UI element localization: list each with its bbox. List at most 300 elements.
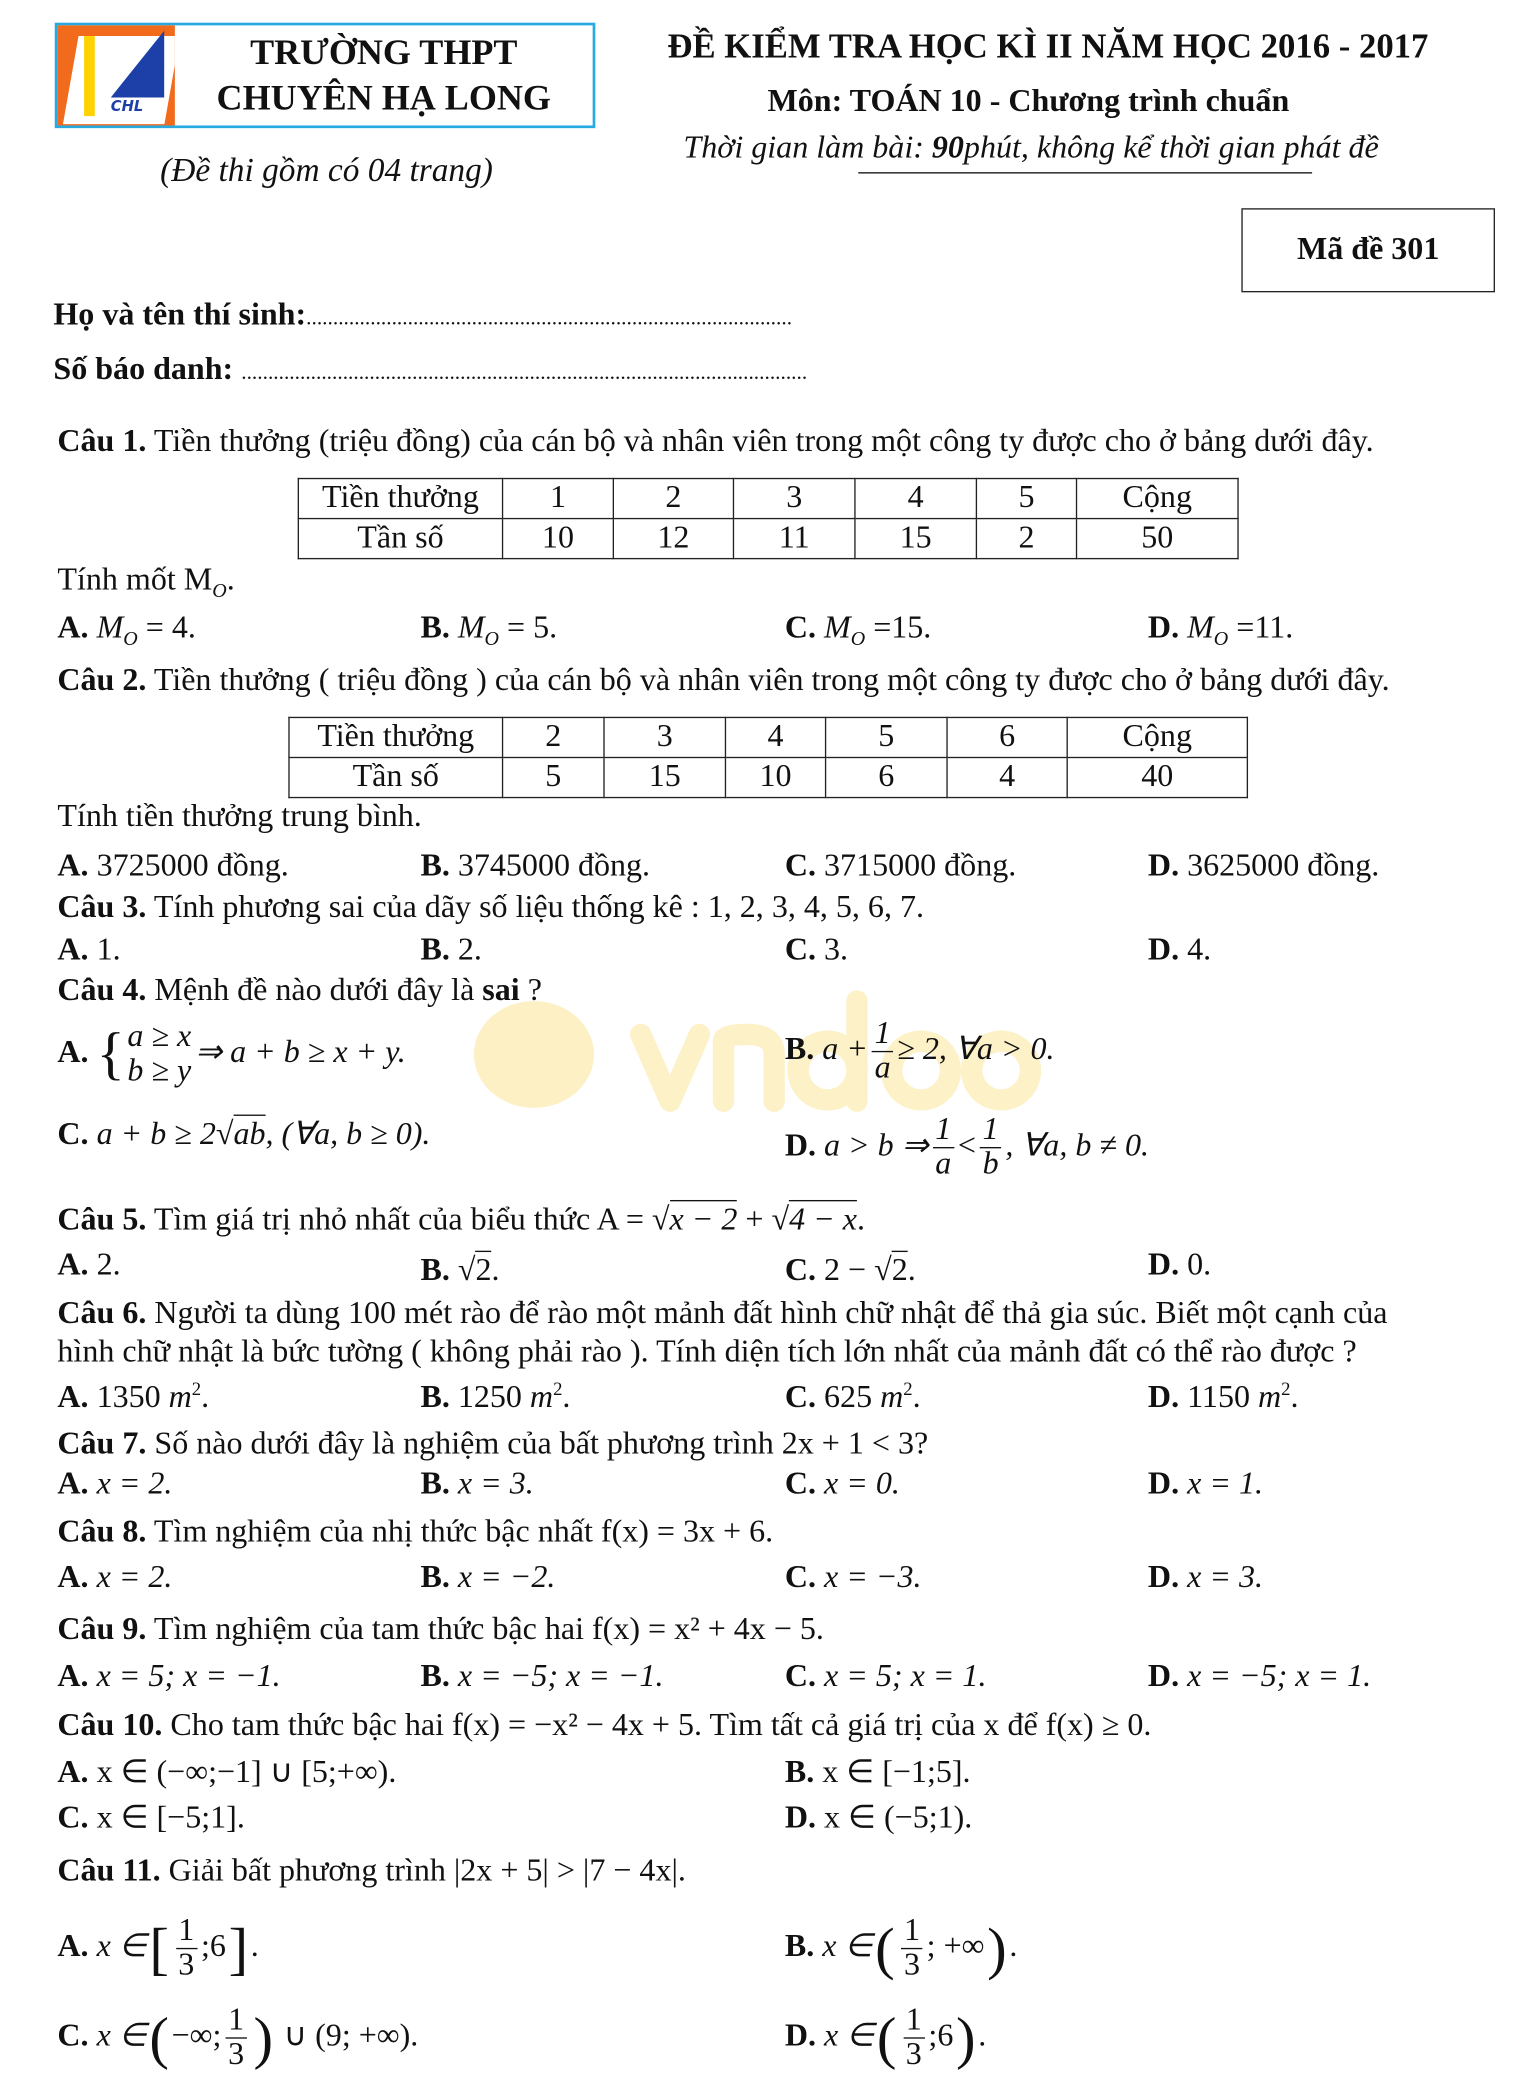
table-cell: Cộng [1077,479,1239,519]
option-label: B. [784,1032,815,1068]
option-label: A. [57,610,89,646]
fraction [980,1114,1001,1183]
answer-option[interactable] [57,1019,405,1089]
answer-option[interactable] [1148,1468,1263,1500]
answer-option[interactable] [785,612,931,650]
question-11 [57,1855,686,1887]
question-2-prompt: Tính tiền thưởng trung bình. [57,799,422,835]
option-label: B. [420,933,450,968]
option-text: x = 3. [1187,1560,1263,1596]
answer-option[interactable]: C. 2 − √2. [785,1255,916,1287]
option-unit: m [529,1380,554,1415]
option-rest: =11. [1228,610,1294,646]
question-1-prompt [57,564,234,602]
fraction [872,1018,893,1087]
interval-end: ;6 [928,2018,954,2054]
fraction [901,1915,922,1984]
option-text: 3. [824,933,849,968]
option-rest: ≥ 2, ∀a > 0. [897,1032,1055,1068]
bracket: ( [149,2004,169,2071]
table-cell: 6 [826,757,947,797]
option-rest: . [907,1253,916,1289]
name-dots: ........................................................................................... [306,307,793,330]
option-label: A. [57,1659,89,1694]
option-label: B. [784,1755,815,1790]
question-end: ? [519,973,542,1008]
answer-option[interactable] [57,1562,172,1594]
option-text: x = 3. [457,1466,534,1502]
option-label: D. [1147,1659,1180,1694]
option-label: A. [57,1755,89,1790]
option-label: C. [784,1560,817,1596]
answer-option[interactable] [57,1915,258,1984]
answer-option[interactable] [785,1915,1018,1984]
option-text: M [824,610,851,646]
answer-option[interactable] [420,850,650,882]
question-label: Câu 11. [57,1854,161,1889]
option-text: 3715000 đồng. [824,848,1017,884]
question-7 [57,1428,928,1460]
option-label: B. [420,1659,450,1694]
table-cell: 4 [947,757,1067,797]
option-text: 2 − [824,1253,875,1289]
interval-end: ; +∞ [926,1929,985,1965]
option-label: D. [1147,933,1180,968]
option-label: D. [1147,1466,1180,1502]
fraction [933,1114,954,1183]
bracket: ( [875,1915,895,1981]
question-label: Câu 4. [57,973,147,1008]
option-text: x ∈ (−5;1). [824,1800,973,1836]
option-text: x = −5; x = −1. [457,1659,664,1694]
option-label: B. [420,848,450,884]
option-sub: O [850,629,866,651]
option-unit: m [1257,1380,1282,1415]
question-end: . [856,1202,865,1238]
question-label: Câu 3. [57,890,147,926]
option-label: A. [57,1466,89,1502]
interval-end: ;6 [200,1929,226,1965]
option-sup: 2 [553,1380,563,1401]
fraction [176,1915,197,1984]
sqrt-content: 4 − x [789,1200,857,1237]
option-text: 1. [96,933,121,968]
question-text: Mệnh đề nào dưới đây là [154,973,483,1008]
answer-option[interactable] [57,850,288,882]
answer-option[interactable] [420,1562,555,1594]
option-text: M [96,610,124,646]
school-name-line1: TRƯỜNG THPT [250,31,518,72]
answer-option[interactable] [420,934,481,966]
option-label: B. [784,1929,815,1965]
option-label: C. [57,2018,89,2054]
question-3 [57,892,924,924]
option-label: C. [784,933,817,968]
answer-option[interactable] [57,2004,418,2073]
table-cell: 3 [604,717,725,757]
option-label: A. [57,848,89,884]
table-row [298,479,1238,519]
brace-icon: { [96,1021,125,1087]
option-text: 2. [96,1248,121,1283]
option-text: 1250 [457,1380,530,1415]
name-label: Họ và tên thí sinh: [53,297,307,333]
answer-option[interactable] [57,1468,172,1500]
question-8 [57,1516,773,1548]
option-end: . [250,1929,259,1965]
option-text: x ∈ (−∞;−1] ∪ [5;+∞). [96,1755,397,1790]
option-rest: , ∀a, b ≠ 0. [1005,1128,1149,1164]
interval-start: −∞; [171,2018,222,2054]
plus: + [737,1202,772,1238]
option-label: A. [57,933,89,968]
denominator: a [935,1147,952,1182]
system-line: b ≥ y [127,1054,192,1090]
option-label: D. [1147,610,1180,646]
answer-option[interactable] [785,1562,922,1594]
table-cell: 5 [503,757,604,797]
time-minutes: 90 [931,130,964,166]
answer-option[interactable] [785,2004,986,2073]
answer-option[interactable] [57,1660,280,1692]
table-cell: 11 [733,519,854,559]
answer-option[interactable] [785,1802,972,1834]
table-cell: 10 [725,757,825,797]
option-text: x ∈ [824,2018,875,2054]
question-label: Câu 7. [57,1426,147,1462]
exam-title: ĐỀ KIỂM TRA HỌC KÌ II NĂM HỌC 2016 - 2017 [667,26,1429,66]
answer-option[interactable] [57,612,195,650]
answer-option[interactable] [1148,934,1211,966]
option-text: x = 2. [96,1560,173,1596]
option-sub: O [484,629,500,651]
numerator: 1 [933,1114,954,1149]
answer-option[interactable] [420,1660,663,1692]
answer-option[interactable] [57,1249,120,1281]
answer-option[interactable] [57,1757,396,1789]
bracket: ) [987,1915,1007,1981]
option-text: 2. [457,933,482,968]
option-text: x = 0. [824,1466,900,1502]
bracket: ( [876,2004,897,2071]
option-unit: m [880,1380,904,1415]
option-text: 0. [1187,1248,1212,1283]
option-text: x = −5; x = 1. [1187,1659,1372,1694]
answer-option[interactable] [785,1660,987,1692]
option-rest: . [491,1253,500,1289]
table-cell: 2 [976,519,1076,559]
option-label: D. [784,1800,817,1836]
prompt-text: Tính mốt M [57,562,213,598]
answer-option[interactable] [57,1802,244,1834]
numerator: 1 [980,1114,1001,1149]
option-sub: O [123,629,138,651]
bracket: [ [149,1915,169,1981]
sqrt-content: 2 [475,1251,491,1288]
option-label: D. [1147,1560,1180,1596]
pages-note: (Đề thi gồm có 04 trang) [160,152,493,189]
fraction [225,2004,246,2073]
table-cell: 4 [855,479,976,519]
question-4 [57,974,542,1006]
table-cell: 40 [1067,757,1247,797]
id-label: Số báo danh: [53,352,242,388]
numerator: 1 [176,1915,197,1950]
table-cell: 5 [976,479,1076,519]
option-label: A. [57,1929,89,1965]
question-1-table [298,478,1239,559]
time-suffix: phút, không kể thời gian phát đề [963,130,1379,166]
answer-option[interactable] [420,1382,570,1414]
option-label: D. [784,2018,817,2054]
answer-option[interactable] [785,850,1016,882]
answer-option[interactable] [1148,1249,1211,1281]
option-unit: m [168,1380,192,1415]
table-cell: Tần số [289,757,503,797]
table-cell: Tần số [298,519,502,559]
option-text: ⇒ a + b ≥ x + y. [195,1035,406,1070]
answer-option[interactable] [1148,1382,1299,1414]
bracket: ) [956,2004,976,2071]
option-rest: = 4. [137,610,196,646]
option-text: x ∈ [−1;5]. [822,1755,971,1790]
answer-option[interactable] [785,1382,921,1414]
answer-option[interactable] [57,934,120,966]
option-sup: 2 [1281,1380,1291,1401]
denominator: 3 [905,2037,922,2073]
option-sup: 2 [191,1380,202,1401]
option-text: x ∈ [−5;1]. [96,1800,245,1836]
fraction [903,2004,924,2073]
option-label: D. [784,1128,817,1164]
question-label: Câu 1. [57,424,147,460]
system-line: a ≥ x [127,1019,192,1054]
option-rest: =15. [865,610,932,646]
answer-option[interactable] [785,934,848,966]
question-9 [57,1614,824,1646]
option-label: D. [1147,1380,1180,1415]
option-text: 3625000 đồng. [1187,848,1380,884]
question-text: Tìm giá trị nhỏ nhất của biểu thức A = [153,1202,652,1238]
table-cell: 12 [613,519,733,559]
bracket: ) [253,2004,274,2071]
question-label: Câu 8. [57,1514,147,1550]
table-cell: 4 [725,717,825,757]
question-label: Câu 9. [57,1612,147,1648]
exam-code-box: Mã đề 301 [1241,208,1495,292]
option-label: B. [420,610,450,646]
answer-option[interactable] [785,1114,1149,1183]
option-end: ∪ (9; +∞). [275,2018,419,2054]
denominator: b [982,1147,999,1182]
option-label: C. [784,1380,817,1415]
option-text: x = 5; x = −1. [96,1659,281,1694]
option-end: . [912,1380,921,1415]
answer-option[interactable] [785,1468,900,1500]
option-end: . [1290,1380,1299,1415]
option-text: x = −3. [824,1560,922,1596]
option-text: 625 [824,1380,881,1415]
question-label: Câu 5. [57,1202,147,1238]
option-label: C. [784,610,817,646]
denominator: a [874,1051,891,1086]
option-label: D. [1147,1248,1180,1283]
question-text: Tính phương sai của dãy số liệu thống kê : 1, 2, 3, 4, 5, 6, 7. [153,890,924,926]
numerator: 1 [225,2004,246,2039]
option-text: a + b ≥ 2 [96,1117,216,1152]
candidate-name-field[interactable] [53,299,792,331]
table-cell: 5 [826,717,947,757]
watermark-mascot-icon [474,1001,594,1108]
question-text: Người ta dùng 100 mét rào để rào một mảnh đất hình chữ nhật để thả gia súc. Biết một cạnh của [154,1296,1388,1331]
question-2 [57,665,1389,697]
prompt-sub: O [212,581,227,603]
option-end: . [978,2018,987,2054]
question-6 [57,1297,1387,1329]
candidate-id-field[interactable] [53,354,807,386]
option-text: 1150 [1187,1380,1258,1415]
numerator: 1 [903,2004,924,2039]
question-text: Tiền thưởng (triệu đồng) của cán bộ và nhân viên trong một công ty được cho ở bảng dưới đây. [153,424,1374,460]
option-label: B. [420,1560,450,1596]
option-text: a + [822,1032,868,1068]
divider [858,172,1312,173]
answer-option[interactable]: B. √2. [420,1255,499,1287]
table-cell: 15 [855,519,976,559]
option-text: x = −2. [457,1560,556,1596]
bracket: ] [228,1915,249,1981]
option-end: . [1009,1929,1018,1965]
table-cell: 50 [1077,519,1239,559]
option-text: x ∈ [96,2018,147,2054]
table-cell: 1 [503,479,614,519]
option-text: 3725000 đồng. [96,848,289,884]
answer-option[interactable] [420,612,557,650]
table-cell: 6 [947,717,1067,757]
exam-time [683,132,1378,164]
option-label: B. [420,1253,450,1289]
option-text: x ∈ [822,1929,873,1965]
question-label: Câu 6. [57,1296,147,1331]
table-cell: Tiền thưởng [289,717,503,757]
question-text: Giải bất phương trình |2x + 5| > |7 − 4x|. [168,1854,686,1889]
question-6-line2: hình chữ nhật là bức tường ( không phải rào ). Tính diện tích lớn nhất của mảnh đất có thể rào được ? [57,1334,1357,1370]
option-label: B. [420,1466,450,1502]
option-text: x = 2. [96,1466,173,1502]
answer-option[interactable]: C. a + b ≥ 2√ab, (∀a, b ≥ 0). [57,1119,430,1151]
denominator: 3 [903,1948,920,1983]
table-cell: 2 [503,717,604,757]
question-10 [57,1710,1151,1742]
question-label: Câu 10. [57,1708,163,1744]
option-text: x ∈ [96,1929,147,1965]
answer-option[interactable] [57,1382,209,1414]
table-cell: 10 [503,519,614,559]
question-text: Cho tam thức bậc hai f(x) = −x² − 4x + 5. Tìm tất cả giá trị của x để f(x) ≥ 0. [170,1708,1152,1744]
option-text: 4. [1187,933,1212,968]
table-cell: Tiền thưởng [298,479,502,519]
school-name-line2: CHUYÊN HẠ LONG [216,76,551,117]
option-label: B. [420,1380,450,1415]
table-row [289,717,1247,757]
table-row [298,519,1238,559]
school-header [55,23,596,128]
numerator: 1 [872,1018,893,1053]
denominator: 3 [228,2037,245,2073]
option-sub: O [1213,629,1229,651]
exam-subject: Môn: TOÁN 10 - Chương trình chuẩn [767,84,1290,119]
answer-option[interactable] [1148,1562,1263,1594]
table-cell: 2 [613,479,733,519]
option-label: A. [57,1560,89,1596]
option-label: A. [57,1248,89,1283]
option-text: M [457,610,485,646]
table-row [289,757,1247,797]
option-label: D. [1147,848,1180,884]
table-cell: 3 [733,479,854,519]
option-end: . [562,1380,571,1415]
question-5: Câu 5. Tìm giá trị nhỏ nhất của biểu thức A = √x − 2 + √4 − x. [57,1204,865,1236]
answer-option[interactable] [420,1468,533,1500]
option-end: . [201,1380,210,1415]
denominator: 3 [178,1948,195,1983]
answer-option[interactable] [1148,1660,1371,1692]
answer-option[interactable] [1148,612,1293,650]
question-1 [57,426,1373,458]
option-sup: 2 [903,1380,913,1401]
option-label: C. [57,1117,89,1152]
option-text: 3745000 đồng. [457,848,651,884]
answer-option[interactable] [1148,850,1379,882]
question-text: Tiền thưởng ( triệu đồng ) của cán bộ và nhân viên trong một công ty được cho ở bảng dưới đây. [153,663,1390,699]
option-label: C. [57,1800,89,1836]
option-text: a > b ⇒ [824,1128,929,1164]
option-label: C. [784,1659,817,1694]
sqrt-content: x − 2 [670,1200,738,1237]
id-dots: .......................................................................................................... [241,361,808,385]
question-2-table [288,717,1248,798]
less-than: < [957,1128,977,1164]
inequality-system [127,1019,191,1089]
option-label: A. [57,1035,89,1070]
answer-option[interactable] [785,1757,971,1789]
table-cell: 15 [604,757,725,797]
option-label: C. [784,1466,817,1502]
numerator: 1 [901,1915,922,1950]
option-rest: = 5. [499,610,558,646]
question-text: Tìm nghiệm của tam thức bậc hai f(x) = x² + 4x − 5. [153,1612,824,1648]
option-rest: , (∀a, b ≥ 0). [265,1117,431,1152]
sqrt-content: 2 [892,1251,908,1288]
question-label: Câu 2. [57,663,147,699]
answer-option[interactable] [785,1018,1055,1087]
question-text: Số nào dưới đây là nghiệm của bất phương trình 2x + 1 < 3? [154,1426,929,1462]
option-text: 1350 [96,1380,169,1415]
question-text: Tìm nghiệm của nhị thức bậc nhất f(x) = 3x + 6. [153,1514,774,1550]
table-cell: Cộng [1067,717,1247,757]
option-text: x = 5; x = 1. [824,1659,987,1694]
question-emphasis: sai [482,973,520,1008]
option-text: M [1187,610,1214,646]
logo-text: CHL [110,97,144,115]
option-label: C. [784,848,817,884]
school-logo-icon [57,25,174,125]
option-label: C. [784,1253,817,1289]
option-text: x = 1. [1187,1466,1263,1502]
prompt-end: . [226,562,235,598]
option-label: A. [57,1380,89,1415]
sqrt-content: ab [233,1115,265,1152]
